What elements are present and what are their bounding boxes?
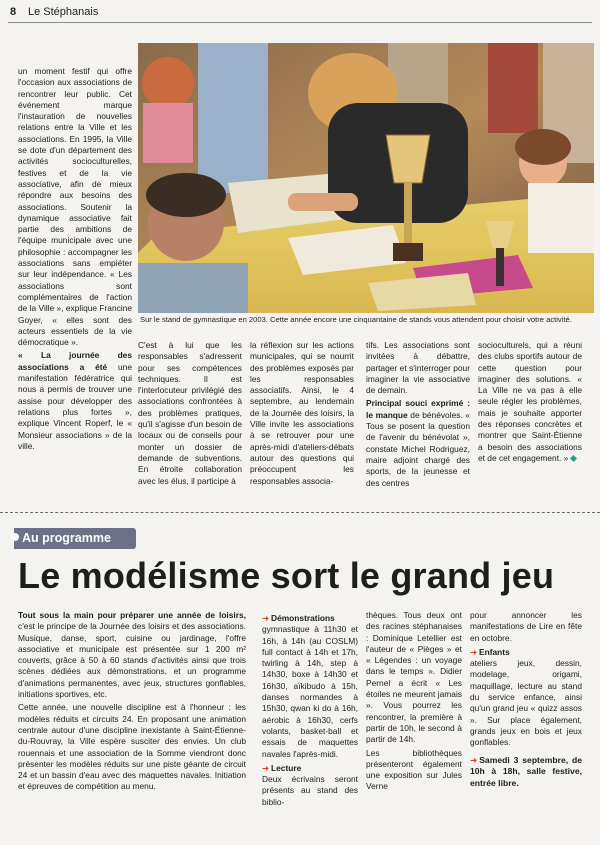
subheading <box>262 763 358 774</box>
paragraph: gymnastique à 11h30 et 16h, à 14h (au COSLM) full contact à 14h et 17h, twirling à 14h, step à 14h30, boxe à 14h30 et 16h30, aïkibudo à 15h, danses normandes à 15h30, qwan ki do à 16h, aérobic à 16h30, cerfs volants, basket-ball et essais de maquettes navales l'après-midi. <box>262 624 358 759</box>
event-info-text: Samedi 3 septembre, de 10h à 18h, salle festive, entrée libre. <box>470 754 582 788</box>
section-divider <box>0 512 600 513</box>
article-column-3 <box>250 340 354 500</box>
paragraph: Les bibliothèques présenteront également une exposition sur Jules Verne <box>366 747 462 792</box>
subheading <box>262 613 358 624</box>
arrow-icon: ➜ <box>262 613 270 623</box>
programme-column-4 <box>470 610 582 840</box>
publication-title: Le Stéphanais <box>28 6 99 18</box>
headline: Le modélisme sort le grand jeu <box>18 555 555 596</box>
paragraph: pour annoncer les manifestations de Lire en fête en octobre. <box>470 610 582 643</box>
arrow-icon: ➜ <box>262 762 270 773</box>
article-column-1 <box>18 66 132 494</box>
paragraph-text: c'est le principe de la Journée des loisirs et des associations. Musique, danse, sport, cuisine ou jardinage, l'offre associative et municipale est présentée sur 1 200 m² couverts, grâce à 50 à 60 stands d'activités ainsi que trois scènes dédiées aux démonstrations, et un programme d'animations permanentes, avec jeux, structures gonflables, initiations sportives, etc. <box>18 621 246 700</box>
header-rule <box>8 22 592 23</box>
programme-column-2 <box>262 610 358 840</box>
programme-column-3 <box>366 610 462 840</box>
page-number: 8 <box>10 6 17 18</box>
paragraph-lead: Principal souci exprimé : le manque <box>366 398 470 420</box>
paragraph-text: de bénévoles. « Tous se posent la question de l'avenir du bénévolat », constate Michel Rodriguez, maire adjoint chargé des sports, de la jeunesse et des centres <box>366 409 470 488</box>
paragraph-text: une manifestation fédératrice qui nous a permis de trouver une assise pour développer des relations plus fortes », explique Vincent Roperf, le « Monsieur associations » de la ville. <box>18 361 132 451</box>
bullet-icon <box>11 533 19 541</box>
photo-caption: Sur le stand de gymnastique en 2003. Cette année encore une cinquantaine de stands vous attendent pour choisir votre activité. <box>140 315 572 324</box>
event-info <box>470 755 582 790</box>
paragraph-text: socioculturels, qui a réuni des clubs sportifs autour de cette question pour imaginer des solutions. « La Ville ne va pas à elle seule régler les problèmes, mais je souhaite apporter des réponses concrètes et montrer que Saint-Étienne a besoin des associations et de cet engagement. » <box>478 340 582 463</box>
section-tag-label: Au programme <box>22 531 111 545</box>
paragraph-lead: Tout sous la main pour préparer une année de loisirs, <box>18 610 246 620</box>
end-mark-icon <box>570 455 577 462</box>
subheading-text: Démonstrations <box>271 613 335 623</box>
paragraph <box>18 610 246 700</box>
paragraph: ateliers jeux, dessin, modelage, origami, maquillage, lecture au stand du service enfance, ainsi qu'un grand jeu « quizz assos ». Sur place également, grands jeux en bois et jeux gonflables. <box>470 658 582 748</box>
paragraph: Deux écrivains seront présents au stand des biblio- <box>262 774 358 807</box>
paragraph: un moment festif qui offre l'occasion aux associations de rencontrer leur public. Cet événement marque l'instauration de nouvelles relations entre la Ville et les associations. En 1995, la Ville se dote d'un département des activités socioculturelles, festives et de la vie associative, afin de mieux répondre aux besoins des associations. Soutenir la dynamique associative fait partie des ambitions de l'équipe municipale avec une philosophie : accompagner les associations sans empiéter sur leur indépendance. « Les associations sont complémentaires de l'action de la Ville », explique Francine Goyer, « elles sont des acteurs essentiels de la vie démocratique ». <box>18 66 132 348</box>
article-column-5 <box>478 340 582 500</box>
arrow-icon: ➜ <box>470 646 478 657</box>
paragraph <box>18 350 132 452</box>
photo-illustration <box>138 43 594 313</box>
paragraph: thèques. Tous deux ont des racines stéphanaises : Dominique Letellier est l'auteur de « Pièges » et « Légendes : un voyage dans le temps ». Didier Pernel a écrit « Les étoiles ne meurent jamais ». Vous pourrez les rencontrer, la première à partir de 10h, le second à partir de 14h. <box>366 610 462 745</box>
article-photo <box>138 43 594 313</box>
paragraph <box>478 340 582 464</box>
subheading-text: Lecture <box>271 762 302 773</box>
paragraph: C'est à lui que les responsables s'adressent pour ses compétences techniques. Il est l'interlocuteur privilégié des associations confrontées à des problèmes pratiques, qu'il s'agisse d'un besoin de locaux ou de conseils pour monter un dossier de demande de subventions. En étroite collaboration avec les élus, il participe à <box>138 340 242 486</box>
article-column-4 <box>366 340 470 500</box>
paragraph: Cette année, une nouvelle discipline est à l'honneur : les modèles réduits et circuits 24. En proposant une animation centrale autour d'une discipline inexistante à Saint-Étienne-du-Rouvray, la Ville espère susciter des envies. Un club rouennais et une association de la Somme viendront donc présenter les modèles réduits sur une piste géante de circuit 24 et un bassin d'eau avec des maquettes navales. Initiation et épreuves de compétition au menu. <box>18 702 246 792</box>
subheading <box>470 647 582 658</box>
programme-column-1 <box>18 610 246 840</box>
article-column-2 <box>138 340 242 500</box>
paragraph: tifs. Les associations sont invitées à débattre, partager et s'interroger pour imaginer la vie associative de demain. <box>366 340 470 396</box>
arrow-icon: ➜ <box>470 754 478 765</box>
paragraph-lead: « La journée des associations a été <box>18 350 132 372</box>
paragraph <box>366 398 470 488</box>
paragraph: la réflexion sur les actions municipales, qui se nourrit des problèmes exposés par les responsables associatifs. Ainsi, le 4 septembre, au lendemain de la Journée des loisirs, la Ville invite les associations à se retrouver pour une après-midi d'ateliers-débats autour des questions qui préoccupent les responsables associa- <box>250 340 354 486</box>
subheading-text: Enfants <box>479 646 510 657</box>
